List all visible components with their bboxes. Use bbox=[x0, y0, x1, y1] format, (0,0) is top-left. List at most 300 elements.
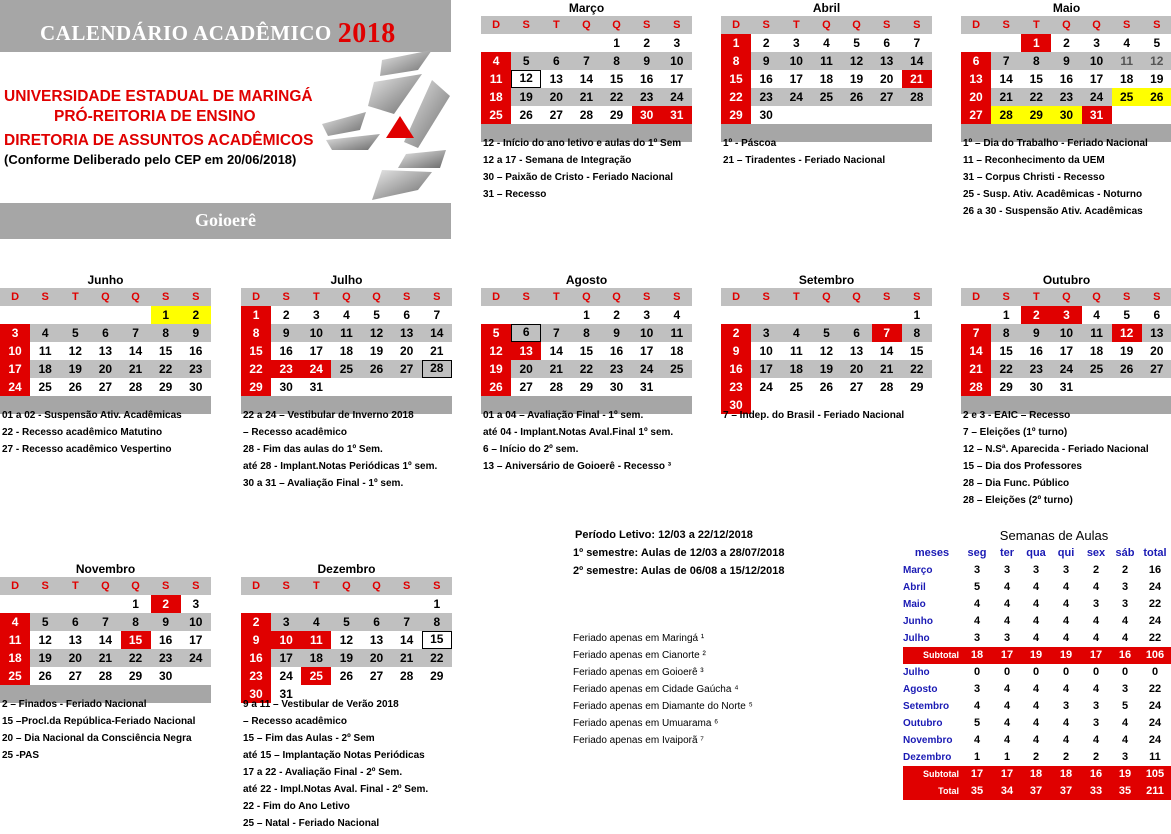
row-value: 4 bbox=[1062, 717, 1070, 729]
day-cell: 25 bbox=[670, 362, 684, 376]
day-cell: 20 bbox=[880, 72, 894, 86]
day-cell: 3 bbox=[1093, 36, 1100, 50]
subtotal-row bbox=[903, 647, 1171, 664]
day-cell: 21 bbox=[98, 651, 113, 665]
day-cell bbox=[721, 306, 751, 324]
day-cell: 2 bbox=[1063, 36, 1070, 50]
row-label: Agosto bbox=[903, 684, 938, 695]
day-cell: 26 bbox=[339, 669, 354, 683]
day-cell: 3 bbox=[1051, 306, 1081, 324]
week-row bbox=[241, 667, 452, 685]
day-cell: 5 bbox=[343, 615, 350, 629]
day-cell bbox=[90, 595, 120, 613]
row-value: 16 bbox=[1089, 768, 1103, 780]
day-cell: 2 bbox=[1021, 306, 1051, 324]
day-cell: 23 bbox=[640, 90, 654, 104]
month-row bbox=[903, 681, 1171, 698]
row-value: 17 bbox=[1000, 768, 1014, 780]
day-cell: 17 bbox=[759, 362, 773, 376]
weekday-label: S bbox=[192, 291, 200, 303]
day-cell: 4 bbox=[1093, 308, 1100, 322]
day-cell: 26 bbox=[1142, 88, 1171, 106]
day-cell: 13 bbox=[369, 633, 384, 647]
weekday-label: S bbox=[913, 19, 921, 31]
day-cell bbox=[842, 106, 872, 124]
day-cell: 10 bbox=[640, 326, 654, 340]
day-cell: 11 bbox=[820, 54, 833, 68]
row-value: 17 bbox=[1089, 649, 1103, 661]
row-value: 35 bbox=[1118, 785, 1132, 797]
day-cell: 8 bbox=[613, 54, 620, 68]
feriado-item: Feriado apenas em Umuarama ⁶ bbox=[573, 718, 719, 729]
day-cell: 21 bbox=[880, 362, 894, 376]
note-item: 20 – Dia Nacional da Consciência Negra bbox=[2, 733, 192, 744]
day-cell: 25 bbox=[0, 667, 30, 685]
row-value: 4 bbox=[1121, 734, 1129, 746]
day-cell: 10 bbox=[309, 326, 323, 340]
note-item: 01 a 02 - Suspensão Ativ. Acadêmicas bbox=[2, 410, 182, 421]
day-cell: 28 bbox=[549, 380, 563, 394]
row-value: 4 bbox=[973, 700, 981, 712]
day-cell: 2 bbox=[643, 36, 651, 50]
day-cell: 28 bbox=[579, 108, 594, 122]
day-cell: 4 bbox=[481, 52, 511, 70]
day-cell: 13 bbox=[549, 72, 563, 86]
week-row bbox=[241, 595, 452, 613]
day-cell: 12 bbox=[481, 342, 511, 360]
month-name: Novembro bbox=[75, 562, 136, 576]
weekday-label: S bbox=[403, 291, 411, 303]
day-cell bbox=[60, 306, 90, 324]
day-cell: 26 bbox=[519, 108, 533, 122]
weekday-label: D bbox=[11, 291, 20, 303]
weekday-header bbox=[241, 577, 452, 595]
day-cell: 28 bbox=[961, 378, 991, 396]
day-cell: 2 bbox=[181, 306, 211, 324]
day-cell: 15 bbox=[121, 631, 151, 649]
weekday-header bbox=[721, 288, 932, 306]
row-label: Junho bbox=[903, 616, 933, 627]
day-cell: 9 bbox=[613, 326, 620, 340]
weekday-label: Q bbox=[1092, 291, 1101, 303]
week-row bbox=[481, 360, 692, 378]
month-name: Abril bbox=[812, 1, 841, 15]
semestre-1: 1º semestre: Aulas de 12/03 a 28/07/2018 bbox=[573, 547, 785, 559]
row-value: 4 bbox=[1032, 734, 1040, 746]
calendar-6 bbox=[721, 272, 932, 414]
note-item: 26 a 30 - Suspensão Ativ. Acadêmicas bbox=[963, 206, 1143, 217]
weekday-label: D bbox=[492, 291, 501, 303]
day-cell: 6 bbox=[373, 615, 380, 629]
row-label: Novembro bbox=[903, 735, 953, 746]
day-cell bbox=[662, 378, 692, 396]
day-cell: 27 bbox=[549, 108, 563, 122]
weekday-label: S bbox=[1002, 291, 1010, 303]
weekday-label: D bbox=[732, 19, 741, 31]
header-cell: sáb bbox=[1115, 547, 1135, 559]
periodo-letivo: Período Letivo: 12/03 a 22/12/2018 bbox=[575, 529, 753, 541]
row-value: 3 bbox=[1062, 700, 1070, 712]
month-row bbox=[903, 749, 1171, 766]
month-notes bbox=[2, 407, 182, 458]
day-cell: 15 bbox=[609, 72, 624, 86]
day-cell: 30 bbox=[279, 380, 293, 394]
weekday-label: Q bbox=[131, 291, 140, 303]
day-cell: 19 bbox=[38, 651, 52, 665]
day-cell: 25 bbox=[301, 667, 331, 685]
day-cell: 3 bbox=[282, 615, 290, 629]
weekday-label: T bbox=[71, 580, 79, 592]
day-cell: 5 bbox=[823, 326, 830, 340]
day-cell: 8 bbox=[1002, 326, 1010, 340]
note-item: 12 – N.Sª. Aparecida - Feriado Nacional bbox=[963, 444, 1149, 455]
day-cell bbox=[1082, 378, 1112, 396]
day-cell: 6 bbox=[853, 326, 860, 340]
day-cell: 21 bbox=[999, 90, 1013, 104]
day-cell: 4 bbox=[41, 326, 49, 340]
week-row bbox=[0, 631, 211, 649]
week-row bbox=[241, 378, 452, 396]
weekday-label: T bbox=[312, 580, 320, 592]
day-cell: 26 bbox=[819, 380, 834, 394]
day-cell: 10 bbox=[1059, 326, 1074, 340]
note-item: 28 – Eleições (2º turno) bbox=[963, 495, 1073, 506]
weekday-label: T bbox=[1032, 291, 1040, 303]
weekday-label: S bbox=[673, 19, 681, 31]
calendar-5 bbox=[481, 272, 692, 414]
row-value: 106 bbox=[1145, 649, 1165, 661]
week-row bbox=[0, 667, 211, 685]
day-cell bbox=[30, 306, 60, 324]
row-value: 5 bbox=[1121, 700, 1129, 712]
weekday-label: Q bbox=[852, 19, 861, 31]
row-value: 22 bbox=[1148, 632, 1162, 644]
note-item: 15 – Fim das Aulas - 2º Sem bbox=[243, 733, 375, 744]
week-row bbox=[481, 342, 692, 360]
row-label: Maio bbox=[903, 599, 926, 610]
note-item: até 28 - Implant.Notas Periódicas 1º sem. bbox=[243, 461, 438, 472]
day-cell: 3 bbox=[673, 36, 681, 50]
uem-logo bbox=[322, 50, 452, 200]
week-row bbox=[481, 70, 692, 88]
note-item: 2 – Finados - Feriado Nacional bbox=[2, 699, 147, 710]
row-value: 19 bbox=[1029, 649, 1043, 661]
note-item: 17 a 22 - Avaliação Final - 2º Sem. bbox=[243, 767, 403, 778]
row-value: 4 bbox=[1121, 632, 1129, 644]
day-cell: 14 bbox=[910, 54, 924, 68]
week-row bbox=[0, 360, 211, 378]
weekday-label: S bbox=[1153, 291, 1161, 303]
weekday-label: S bbox=[522, 19, 530, 31]
day-cell bbox=[1142, 378, 1171, 396]
day-cell: 31 bbox=[279, 687, 293, 701]
row-value: 4 bbox=[973, 598, 981, 610]
row-value: 0 bbox=[1032, 666, 1040, 678]
month-row bbox=[903, 715, 1171, 732]
weekday-label: S bbox=[41, 580, 49, 592]
month-notes bbox=[723, 407, 904, 424]
weekday-label: T bbox=[552, 19, 560, 31]
day-cell: 1 bbox=[132, 597, 139, 611]
header-cell: ter bbox=[999, 547, 1015, 559]
weekday-label: D bbox=[492, 19, 501, 31]
weekday-label: Q bbox=[101, 580, 110, 592]
day-cell: 21 bbox=[902, 70, 932, 88]
note-item: 11 – Reconhecimento da UEM bbox=[963, 155, 1105, 166]
day-cell: 24 bbox=[640, 362, 654, 376]
weekday-label: S bbox=[883, 19, 891, 31]
day-cell: 17 bbox=[640, 344, 654, 358]
row-value: 0 bbox=[1003, 666, 1011, 678]
row-value: 4 bbox=[1062, 683, 1070, 695]
row-value: 24 bbox=[1148, 734, 1162, 746]
day-cell: 19 bbox=[369, 344, 384, 358]
week-row bbox=[241, 631, 452, 649]
row-value: 4 bbox=[1092, 632, 1100, 644]
day-cell: 2 bbox=[241, 613, 271, 631]
row-value: 33 bbox=[1089, 785, 1103, 797]
row-value: 4 bbox=[1003, 734, 1011, 746]
feriado-item: Feriado apenas em Goioerê ³ bbox=[573, 667, 704, 678]
day-cell: 11 bbox=[789, 344, 803, 358]
week-row bbox=[721, 360, 932, 378]
row-value: 4 bbox=[1092, 615, 1100, 627]
day-cell bbox=[60, 595, 90, 613]
week-row bbox=[0, 613, 211, 631]
day-cell: 24 bbox=[189, 651, 203, 665]
weeks-table-title: Semanas de Aulas bbox=[999, 528, 1109, 543]
weekday-label: S bbox=[1123, 291, 1131, 303]
feriado-item: Feriado apenas em Diamante do Norte ⁵ bbox=[573, 701, 753, 712]
day-cell bbox=[301, 595, 331, 613]
day-cell: 17 bbox=[279, 651, 293, 665]
day-cell: 7 bbox=[433, 308, 441, 322]
day-cell: 7 bbox=[403, 615, 411, 629]
note-item: até 15 – Implantação Notas Periódicas bbox=[243, 750, 425, 761]
week-row bbox=[961, 34, 1171, 52]
day-cell bbox=[362, 595, 392, 613]
row-value: 3 bbox=[1032, 564, 1040, 576]
row-label: Total bbox=[938, 786, 959, 796]
week-row bbox=[241, 306, 452, 324]
day-cell: 9 bbox=[241, 631, 271, 649]
day-cell: 27 bbox=[519, 380, 533, 394]
weekday-label: Q bbox=[1092, 19, 1101, 31]
note-item: 15 – Dia dos Professores bbox=[963, 461, 1082, 472]
weekday-label: Q bbox=[582, 291, 591, 303]
subtotal-row bbox=[903, 766, 1171, 783]
day-cell: 25 bbox=[789, 380, 803, 394]
day-cell: 15 bbox=[159, 344, 173, 358]
row-value: 4 bbox=[1003, 581, 1011, 593]
row-value: 3 bbox=[1092, 700, 1100, 712]
month-row bbox=[903, 664, 1171, 681]
day-cell: 9 bbox=[762, 54, 770, 68]
day-cell bbox=[781, 106, 811, 124]
day-cell: 9 bbox=[1063, 54, 1070, 68]
day-cell: 14 bbox=[579, 72, 594, 86]
row-label: Setembro bbox=[903, 701, 950, 712]
day-cell: 9 bbox=[192, 326, 200, 340]
row-label: Julho bbox=[903, 633, 930, 644]
day-cell: 28 bbox=[880, 380, 894, 394]
row-value: 0 bbox=[1062, 666, 1070, 678]
row-value: 17 bbox=[970, 768, 984, 780]
day-cell: 6 bbox=[1153, 308, 1161, 322]
row-value: 4 bbox=[1032, 717, 1040, 729]
note-item: 1º – Dia do Trabalho - Feriado Nacional bbox=[963, 138, 1148, 149]
note-item: 28 – Dia Func. Público bbox=[963, 478, 1070, 489]
month-notes bbox=[243, 407, 437, 492]
day-cell: 15 bbox=[241, 342, 271, 360]
day-cell: 11 bbox=[1090, 326, 1103, 340]
day-cell: 18 bbox=[38, 362, 52, 376]
calendar-7 bbox=[961, 272, 1171, 414]
day-cell bbox=[872, 106, 902, 124]
weekday-label: S bbox=[1153, 19, 1161, 31]
day-cell: 7 bbox=[583, 54, 590, 68]
calendar-1 bbox=[721, 0, 932, 142]
day-cell: 26 bbox=[849, 90, 864, 104]
weeks-table-header bbox=[903, 545, 1171, 562]
day-cell bbox=[1142, 106, 1171, 124]
day-cell: 12 bbox=[1112, 324, 1142, 342]
day-cell: 31 bbox=[309, 380, 323, 394]
day-cell: 3 bbox=[0, 324, 30, 342]
day-cell bbox=[0, 595, 30, 613]
day-cell: 28 bbox=[991, 106, 1021, 124]
day-cell: 11 bbox=[301, 631, 331, 649]
row-value: 0 bbox=[1151, 666, 1159, 678]
week-row bbox=[961, 306, 1171, 324]
day-cell: 27 bbox=[369, 669, 384, 683]
day-cell bbox=[991, 34, 1021, 52]
week-row bbox=[721, 378, 932, 396]
header-cell: seg bbox=[967, 547, 987, 559]
header-cell: sex bbox=[1086, 547, 1106, 559]
note-item: 28 - Fim das aulas do 1º Sem. bbox=[243, 444, 383, 455]
day-cell: 20 bbox=[400, 344, 414, 358]
weekday-header bbox=[481, 288, 692, 306]
day-cell: 30 bbox=[632, 106, 662, 124]
weekday-label: Q bbox=[852, 291, 861, 303]
weekday-label: S bbox=[41, 291, 49, 303]
row-value: 24 bbox=[1148, 717, 1162, 729]
day-cell: 17 bbox=[1059, 344, 1074, 358]
weekday-label: T bbox=[1032, 19, 1040, 31]
day-cell: 22 bbox=[609, 90, 624, 104]
day-cell: 30 bbox=[159, 669, 173, 683]
row-value: 24 bbox=[1148, 615, 1162, 627]
day-cell bbox=[271, 595, 301, 613]
day-cell: 9 bbox=[282, 326, 290, 340]
day-cell: 8 bbox=[433, 615, 441, 629]
day-cell: 1 bbox=[241, 306, 271, 324]
weekday-label: Q bbox=[372, 580, 381, 592]
day-cell: 21 bbox=[400, 651, 414, 665]
city-name: Goioerê bbox=[195, 210, 256, 230]
pro-reitoria: PRÓ-REITORIA DE ENSINO bbox=[54, 108, 256, 125]
week-row bbox=[241, 613, 452, 631]
day-cell: 24 bbox=[1089, 90, 1104, 104]
row-value: 3 bbox=[1003, 564, 1011, 576]
weekday-label: S bbox=[1002, 19, 1010, 31]
day-cell bbox=[811, 106, 841, 124]
day-cell: 29 bbox=[609, 108, 624, 122]
month-notes bbox=[963, 407, 1149, 509]
day-cell: 11 bbox=[481, 70, 511, 88]
day-cell: 4 bbox=[1123, 36, 1131, 50]
row-value: 3 bbox=[973, 632, 981, 644]
note-item: 01 a 04 – Avaliação Final - 1º sem. bbox=[483, 410, 644, 421]
weekday-header bbox=[241, 288, 452, 306]
note-item: – Recesso acadêmico bbox=[243, 716, 347, 727]
month-notes bbox=[723, 135, 885, 169]
day-cell: 29 bbox=[910, 380, 924, 394]
day-cell: 23 bbox=[721, 378, 751, 396]
week-row bbox=[721, 106, 932, 124]
weekday-header bbox=[0, 288, 211, 306]
day-cell: 6 bbox=[552, 54, 560, 68]
note-item: 31 – Corpus Christi - Recesso bbox=[963, 172, 1105, 183]
day-cell bbox=[902, 106, 932, 124]
day-cell: 1 bbox=[913, 308, 921, 322]
day-cell: 18 bbox=[339, 344, 354, 358]
day-cell: 26 bbox=[68, 380, 82, 394]
week-row bbox=[481, 378, 692, 396]
calendar-2 bbox=[961, 0, 1171, 142]
day-cell: 28 bbox=[422, 360, 452, 378]
day-cell: 16 bbox=[159, 633, 173, 647]
day-cell: 20 bbox=[961, 88, 991, 106]
day-cell: 16 bbox=[279, 344, 293, 358]
weekday-label: S bbox=[643, 291, 651, 303]
calendar-4 bbox=[241, 272, 452, 414]
week-row bbox=[721, 70, 932, 88]
week-row bbox=[721, 88, 932, 106]
row-value: 4 bbox=[1121, 615, 1129, 627]
row-value: 4 bbox=[1062, 598, 1070, 610]
day-cell: 30 bbox=[759, 108, 773, 122]
day-cell: 6 bbox=[403, 308, 411, 322]
day-cell: 7 bbox=[913, 36, 921, 50]
note-item: 22 - Recesso acadêmico Matutino bbox=[2, 427, 163, 438]
day-cell: 1 bbox=[583, 308, 590, 322]
day-cell: 16 bbox=[640, 72, 654, 86]
row-value: 0 bbox=[1121, 666, 1129, 678]
note-item: 1º - Páscoa bbox=[723, 138, 777, 149]
row-value: 4 bbox=[1062, 734, 1070, 746]
weekday-label: Q bbox=[372, 291, 381, 303]
row-value: 17 bbox=[1000, 649, 1014, 661]
month-name: Julho bbox=[330, 273, 363, 287]
day-cell: 8 bbox=[132, 615, 139, 629]
day-cell: 18 bbox=[1120, 72, 1134, 86]
day-cell: 28 bbox=[400, 669, 414, 683]
day-cell bbox=[571, 34, 601, 52]
month-name: Março bbox=[568, 1, 605, 15]
day-cell: 22 bbox=[241, 360, 271, 378]
day-cell: 6 bbox=[961, 52, 991, 70]
week-row bbox=[961, 70, 1171, 88]
day-cell: 25 bbox=[38, 380, 52, 394]
day-cell: 7 bbox=[102, 615, 109, 629]
day-cell: 24 bbox=[301, 360, 331, 378]
note-item: – Recesso acadêmico bbox=[243, 427, 347, 438]
week-row bbox=[481, 34, 692, 52]
day-cell: 15 bbox=[999, 344, 1013, 358]
day-cell: 18 bbox=[670, 344, 684, 358]
